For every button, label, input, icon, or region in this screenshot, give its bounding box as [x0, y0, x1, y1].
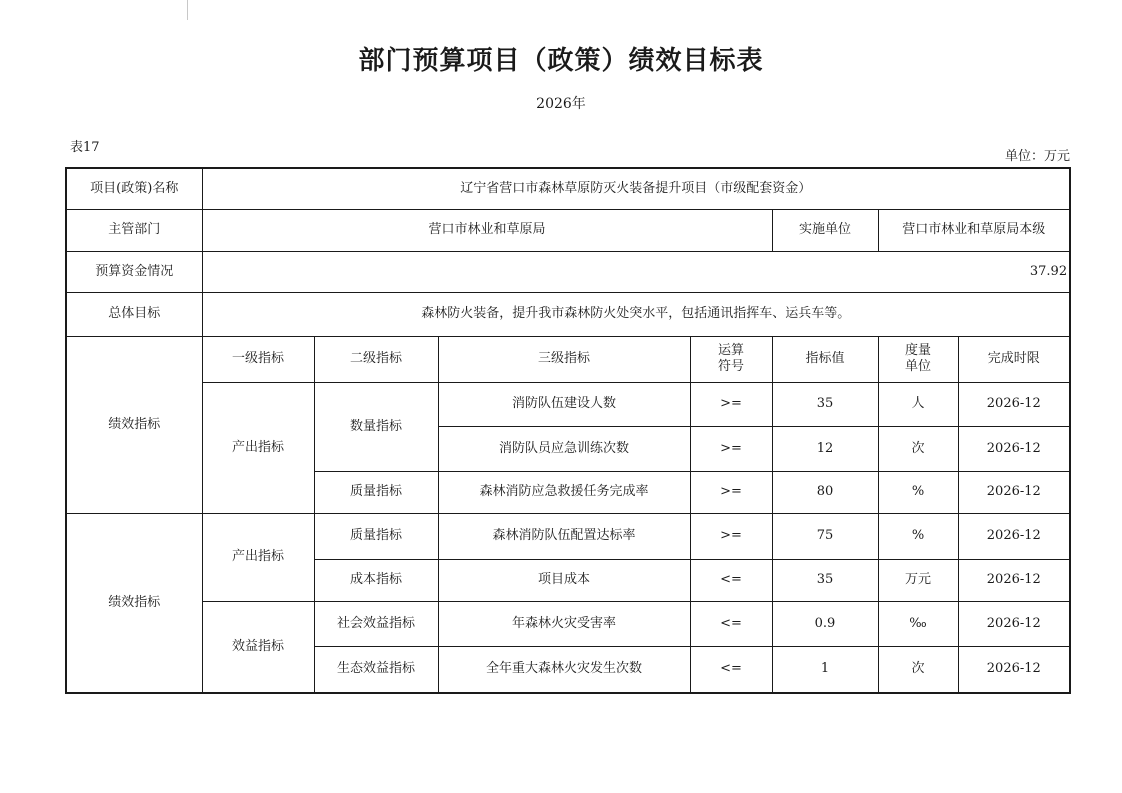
indicator-unit: ‰: [878, 601, 958, 646]
operator-header: [690, 336, 772, 382]
impl-label: 实施单位: [772, 209, 878, 251]
level2-cell: 质量指标: [314, 471, 438, 513]
page-title: 部门预算项目（政策）绩效目标表: [358, 46, 764, 76]
indicator-deadline: 2026-12: [958, 601, 1070, 646]
indicator-value: 35: [772, 382, 878, 426]
indicator-deadline: 2026-12: [958, 426, 1070, 471]
level2-cell: 质量指标: [314, 513, 438, 559]
performance-target-table: [65, 167, 1071, 694]
indicator-value: 0.9: [772, 601, 878, 646]
table-row: [66, 513, 1070, 559]
value-header: 指标值: [772, 336, 878, 382]
indicator-name: 年森林火灾受害率: [438, 601, 690, 646]
indicator-unit: %: [878, 513, 958, 559]
indicator-value: 12: [772, 426, 878, 471]
indicator-operator: <=: [690, 646, 772, 693]
indicator-deadline: 2026-12: [958, 559, 1070, 601]
indicator-operator: <=: [690, 601, 772, 646]
level1-cell: 效益指标: [202, 601, 314, 693]
perf-indicator-label: 绩效指标: [66, 336, 202, 513]
year-label: 2026年: [536, 96, 586, 112]
perf-indicator-label: 绩效指标: [66, 513, 202, 693]
indicator-name: 消防队员应急训练次数: [438, 426, 690, 471]
indicator-operator: >=: [690, 471, 772, 513]
department-row: [66, 209, 1070, 251]
indicator-value: 35: [772, 559, 878, 601]
table-row: [66, 601, 1070, 646]
level1-header: 一级指标: [202, 336, 314, 382]
unit-label: 单位：万元: [1004, 149, 1070, 164]
level2-cell: 社会效益指标: [314, 601, 438, 646]
indicator-value: 75: [772, 513, 878, 559]
indicator-deadline: 2026-12: [958, 471, 1070, 513]
scan-fold-line: [187, 0, 188, 20]
operator-header-line1: 运算: [717, 343, 744, 358]
indicator-name: 森林消防队伍配置达标率: [438, 513, 690, 559]
indicator-name: 消防队伍建设人数: [438, 382, 690, 426]
level2-header: 二级指标: [314, 336, 438, 382]
budget-value: 37.92: [202, 251, 1070, 292]
unit-header: [878, 336, 958, 382]
project-name-label: 项目(政策)名称: [66, 168, 202, 209]
budget-label: 预算资金情况: [66, 251, 202, 292]
goal-label: 总体目标: [66, 292, 202, 336]
level3-header: 三级指标: [438, 336, 690, 382]
indicator-unit: %: [878, 471, 958, 513]
goal-row: [66, 292, 1070, 336]
indicator-unit: 次: [878, 646, 958, 693]
indicator-name: 森林消防应急救援任务完成率: [438, 471, 690, 513]
indicator-value: 1: [772, 646, 878, 693]
deadline-header: 完成时限: [958, 336, 1070, 382]
budget-row: [66, 251, 1070, 292]
indicator-unit: 万元: [878, 559, 958, 601]
level2-cell: 成本指标: [314, 559, 438, 601]
indicator-operator: >=: [690, 513, 772, 559]
indicator-deadline: 2026-12: [958, 513, 1070, 559]
project-name-value: 辽宁省营口市森林草原防灭火装备提升项目（市级配套资金）: [202, 168, 1070, 209]
unit-header-line1: 度量: [904, 343, 931, 358]
table-number: 表17: [70, 140, 100, 155]
indicator-operator: >=: [690, 382, 772, 426]
operator-header-line2: 符号: [717, 359, 744, 374]
dept-label: 主管部门: [66, 209, 202, 251]
level1-cell: 产出指标: [202, 382, 314, 513]
goal-value: 森林防火装备，提升我市森林防火处突水平，包括通讯指挥车、运兵车等。: [202, 292, 1070, 336]
indicator-operator: >=: [690, 426, 772, 471]
impl-value: 营口市林业和草原局本级: [878, 209, 1070, 251]
indicator-operator: <=: [690, 559, 772, 601]
level1-cell: 产出指标: [202, 513, 314, 601]
project-name-row: [66, 168, 1070, 209]
table-row: [66, 382, 1070, 426]
indicator-unit: 人: [878, 382, 958, 426]
indicator-unit: 次: [878, 426, 958, 471]
column-header-row: [66, 336, 1070, 382]
level2-cell: 生态效益指标: [314, 646, 438, 693]
indicator-value: 80: [772, 471, 878, 513]
level2-cell: 数量指标: [314, 382, 438, 471]
indicator-deadline: 2026-12: [958, 382, 1070, 426]
indicator-name: 项目成本: [438, 559, 690, 601]
indicator-deadline: 2026-12: [958, 646, 1070, 693]
indicator-name: 全年重大森林火灾发生次数: [438, 646, 690, 693]
dept-value: 营口市林业和草原局: [202, 209, 772, 251]
unit-header-line2: 单位: [904, 359, 931, 374]
